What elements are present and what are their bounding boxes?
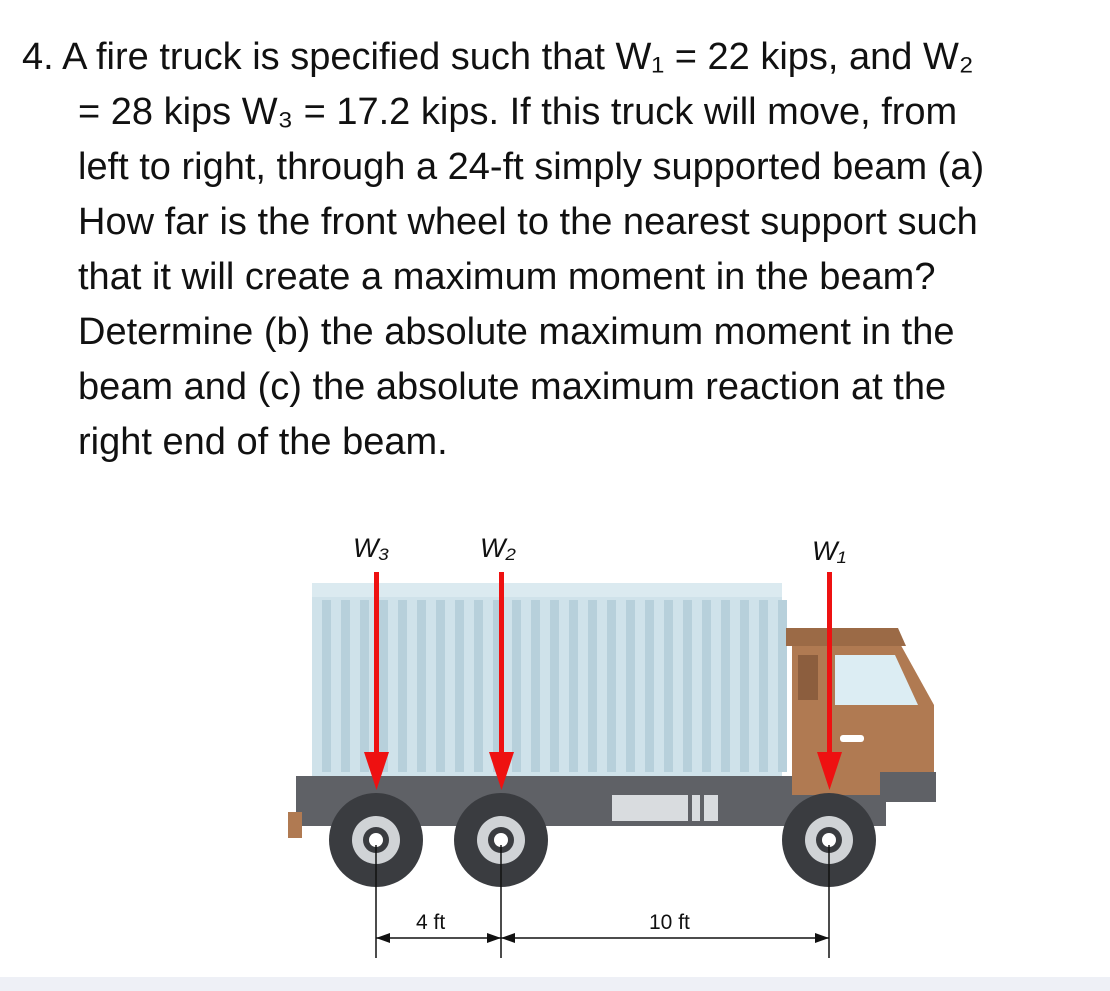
cab-roof	[786, 628, 906, 646]
fuel-tank-band-2	[700, 795, 704, 821]
label-w1: W₁	[812, 536, 847, 566]
problem-line-6: Determine (b) the absolute maximum moment in the	[78, 311, 955, 353]
container-rib	[436, 600, 445, 772]
label-w3: W₃	[353, 533, 390, 563]
dim-arrowhead	[376, 933, 390, 943]
problem-text-1: A fire truck is specified such that W₁ = 22 kips, and W₂	[62, 36, 974, 78]
container	[312, 583, 787, 778]
problem-line-7: beam and (c) the absolute maximum reaction at the	[78, 366, 947, 408]
problem-line-3: left to right, through a 24-ft simply supported beam (a)	[78, 146, 985, 188]
problem-line-2: = 28 kips W₃ = 17.2 kips. If this truck will move, from	[78, 91, 958, 133]
dim-label-10ft: 10 ft	[649, 911, 690, 934]
container-rib	[512, 600, 521, 772]
container-rib	[740, 600, 749, 772]
container-rib	[341, 600, 350, 772]
container-rib	[721, 600, 730, 772]
problem-line-4: How far is the front wheel to the nearest support such	[78, 201, 978, 243]
container-rib	[550, 600, 559, 772]
label-w2: W₂	[480, 533, 516, 563]
container-rib	[702, 600, 711, 772]
dim-label-4ft: 4 ft	[416, 911, 446, 934]
container-rib	[778, 600, 787, 772]
front-bumper	[880, 772, 936, 802]
bottom-band	[0, 977, 1110, 991]
dimension-lines	[376, 845, 829, 958]
container-rib	[569, 600, 578, 772]
container-rib	[683, 600, 692, 772]
container-top-rail	[312, 583, 782, 597]
container-rib	[322, 600, 331, 772]
problem-number: 4.	[22, 36, 54, 78]
container-rib	[398, 600, 407, 772]
container-rib	[474, 600, 483, 772]
cab-vent	[798, 655, 818, 700]
door-handle	[840, 735, 864, 742]
rear-hitch	[288, 812, 302, 838]
container-rib	[645, 600, 654, 772]
problem-line-5: that it will create a maximum moment in the beam?	[78, 256, 936, 298]
container-rib	[417, 600, 426, 772]
container-rib	[531, 600, 540, 772]
dim-arrowhead	[501, 933, 515, 943]
dim-arrowhead	[815, 933, 829, 943]
container-rib	[626, 600, 635, 772]
container-rib	[664, 600, 673, 772]
container-rib	[379, 600, 388, 772]
container-rib	[588, 600, 597, 772]
container-rib	[360, 600, 369, 772]
fuel-tank-band	[688, 795, 692, 821]
dim-arrowhead	[487, 933, 501, 943]
container-rib	[455, 600, 464, 772]
container-rib	[607, 600, 616, 772]
container-rib	[759, 600, 768, 772]
truck-cab	[786, 628, 936, 802]
problem-line-8: right end of the beam.	[78, 421, 448, 463]
